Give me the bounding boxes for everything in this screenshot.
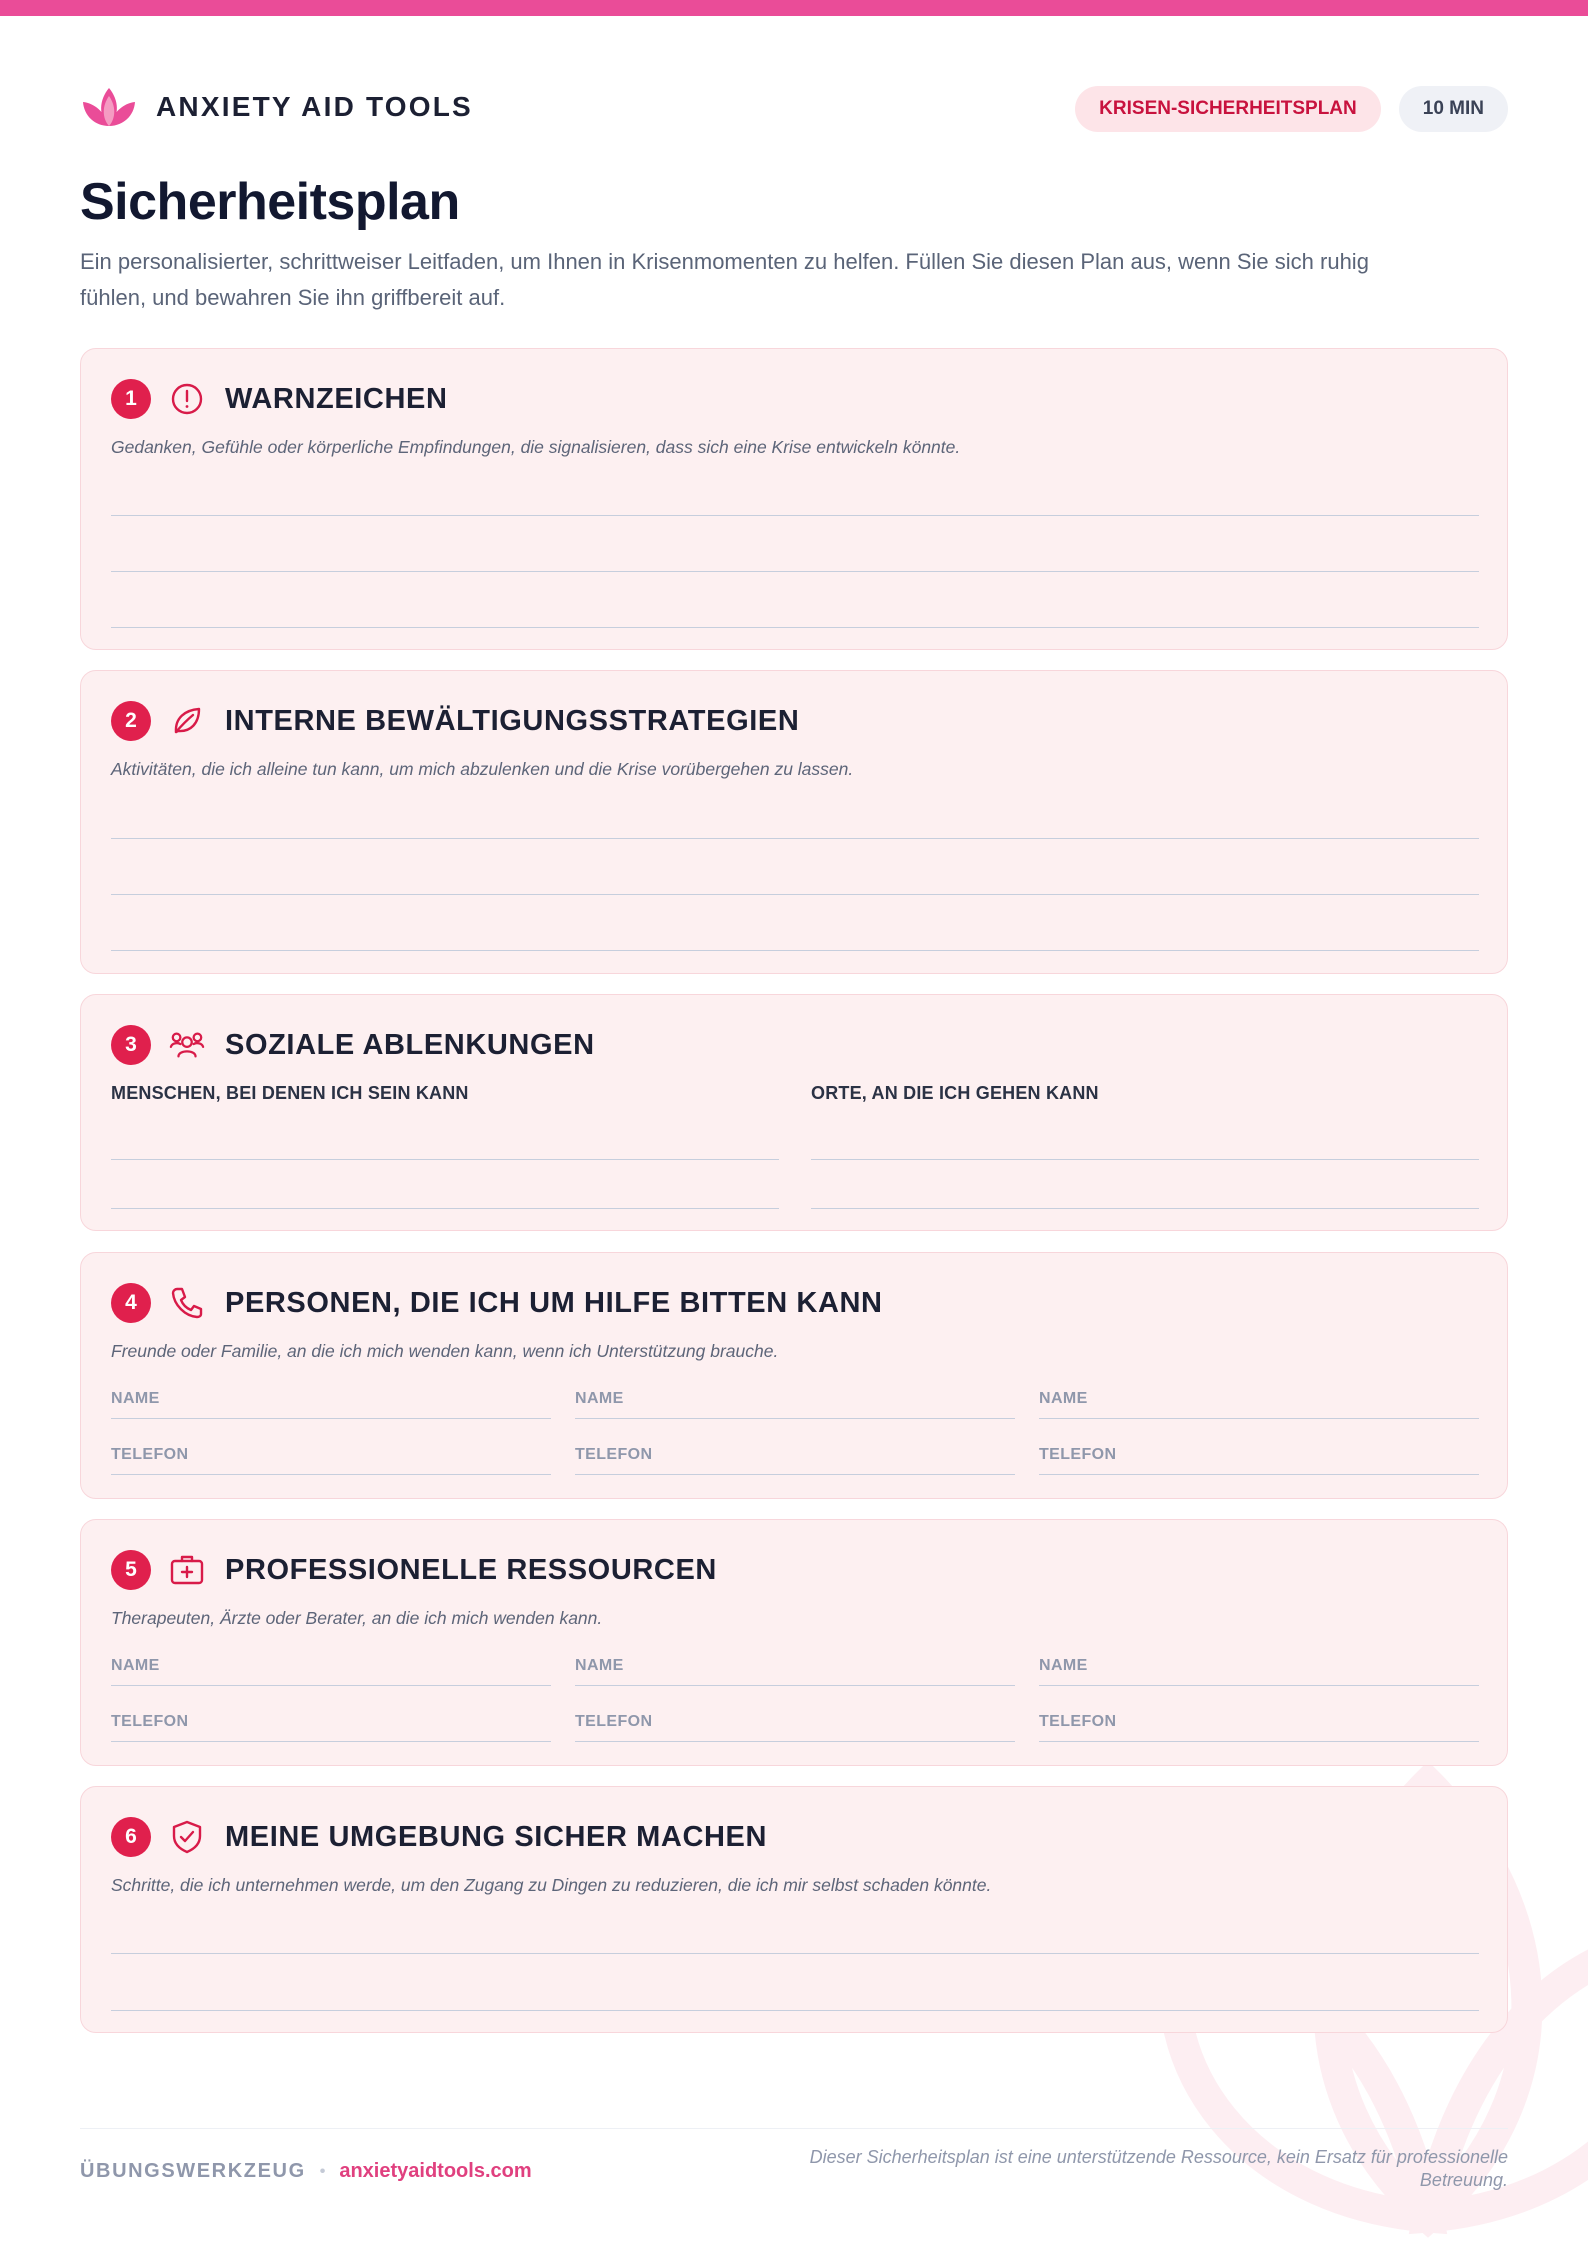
section-header xyxy=(111,1025,595,1065)
writing-line[interactable] xyxy=(111,571,1479,572)
resource-name-field[interactable]: NAME xyxy=(1039,1644,1479,1686)
section-header xyxy=(111,701,799,741)
alert-circle-icon xyxy=(169,381,205,417)
section-description: Schritte, die ich unternehmen werde, um den Zugang zu Dingen zu reduzieren, die ich mir selbst schaden könnte. xyxy=(111,1875,992,1895)
section-social-distractions xyxy=(80,994,1508,1231)
section-coping-strategies xyxy=(80,670,1508,974)
footer-divider xyxy=(80,2128,1508,2129)
contact-name-field[interactable]: NAME xyxy=(575,1377,1015,1419)
writing-line[interactable] xyxy=(111,515,1479,516)
contact-name-field[interactable]: NAME xyxy=(1039,1377,1479,1419)
section-title: PERSONEN, DIE ICH UM HILFE BITTEN KANN xyxy=(225,1286,883,1319)
section-number: 4 xyxy=(111,1283,151,1323)
section-number: 1 xyxy=(111,379,151,419)
shield-check-icon xyxy=(169,1819,205,1855)
section-description: Aktivitäten, die ich alleine tun kann, um mich abzulenken und die Krise vorübergehen zu lassen. xyxy=(111,759,854,779)
footer-separator: • xyxy=(319,2162,326,2180)
brand xyxy=(80,80,473,134)
page-intro: Ein personalisierter, schrittweiser Leitfaden, um Ihnen in Krisenmomenten zu helfen. Füllen Sie diesen Plan aus, wenn Sie sich ruhig fühlen, und bewahren Sie ihn griffbereit auf. xyxy=(80,249,1369,310)
header xyxy=(80,80,1508,134)
section-safe-environment xyxy=(80,1786,1508,2033)
footer-brand xyxy=(80,2160,532,2183)
people-icon xyxy=(169,1027,205,1063)
writing-line[interactable] xyxy=(111,950,1479,951)
contact-phone-field[interactable]: TELEFON xyxy=(111,1433,551,1475)
writing-line[interactable] xyxy=(111,627,1479,628)
writing-line[interactable] xyxy=(111,894,1479,895)
people-line[interactable] xyxy=(111,1159,779,1160)
places-line[interactable] xyxy=(811,1159,1479,1160)
resource-name-field[interactable]: NAME xyxy=(575,1644,1015,1686)
section-number: 5 xyxy=(111,1550,151,1590)
section-description: Freunde oder Familie, an die ich mich wenden kann, wenn ich Unterstützung brauche. xyxy=(111,1341,779,1361)
contact-phone-field[interactable]: TELEFON xyxy=(1039,1433,1479,1475)
section-number: 3 xyxy=(111,1025,151,1065)
section-header xyxy=(111,1817,767,1857)
writing-line[interactable] xyxy=(111,838,1479,839)
resource-phone-field[interactable]: TELEFON xyxy=(1039,1700,1479,1742)
section-warning-signs xyxy=(80,348,1508,650)
people-column-label: MENSCHEN, BEI DENEN ICH SEIN KANN xyxy=(111,1083,469,1103)
footer-label: ÜBUNGSWERKZEUG xyxy=(80,2160,306,2182)
places-line[interactable] xyxy=(811,1208,1479,1209)
footer-disclaimer: Dieser Sicherheitsplan ist eine unterstützende Ressource, kein Ersatz für professionelle Betreuung. xyxy=(809,2147,1508,2190)
resource-phone-field[interactable]: TELEFON xyxy=(575,1700,1015,1742)
writing-line[interactable] xyxy=(111,2010,1479,2011)
section-description: Gedanken, Gefühle oder körperliche Empfindungen, die signalisieren, dass sich eine Krise entwickeln könnte. xyxy=(111,437,961,457)
resource-name-field[interactable]: NAME xyxy=(111,1644,551,1686)
duration-badge: 10 MIN xyxy=(1399,86,1508,132)
brand-name: ANXIETY AID TOOLS xyxy=(156,91,473,122)
contact-phone-field[interactable]: TELEFON xyxy=(575,1433,1015,1475)
leaf-icon xyxy=(169,703,205,739)
medical-kit-icon xyxy=(169,1552,205,1588)
phone-icon xyxy=(169,1285,205,1321)
section-number: 6 xyxy=(111,1817,151,1857)
resource-phone-field[interactable]: TELEFON xyxy=(111,1700,551,1742)
header-badges xyxy=(1075,86,1508,132)
section-description: Therapeuten, Ärzte oder Berater, an die ich mich wenden kann. xyxy=(111,1608,603,1628)
footer-link[interactable]: anxietyaidtools.com xyxy=(339,2160,532,2182)
section-title: PROFESSIONELLE RESSOURCEN xyxy=(225,1553,717,1586)
places-column-label: ORTE, AN DIE ICH GEHEN KANN xyxy=(811,1083,1099,1103)
page-title: Sicherheitsplan xyxy=(80,173,460,231)
section-header xyxy=(111,1283,883,1323)
section-title: WARNZEICHEN xyxy=(225,382,448,415)
plan-type-badge: KRISEN-SICHERHEITSPLAN xyxy=(1075,86,1381,132)
section-help-contacts xyxy=(80,1252,1508,1499)
lotus-icon xyxy=(80,84,138,130)
section-title: MEINE UMGEBUNG SICHER MACHEN xyxy=(225,1820,768,1853)
section-header xyxy=(111,379,448,419)
section-number: 2 xyxy=(111,701,151,741)
top-accent-bar xyxy=(0,0,1588,16)
section-professional-resources xyxy=(80,1519,1508,1766)
writing-line[interactable] xyxy=(111,1953,1479,1954)
people-line[interactable] xyxy=(111,1208,779,1209)
section-title: SOZIALE ABLENKUNGEN xyxy=(225,1028,595,1061)
section-header xyxy=(111,1550,717,1590)
contact-name-field[interactable]: NAME xyxy=(111,1377,551,1419)
section-title: INTERNE BEWÄLTIGUNGSSTRATEGIEN xyxy=(225,704,800,737)
